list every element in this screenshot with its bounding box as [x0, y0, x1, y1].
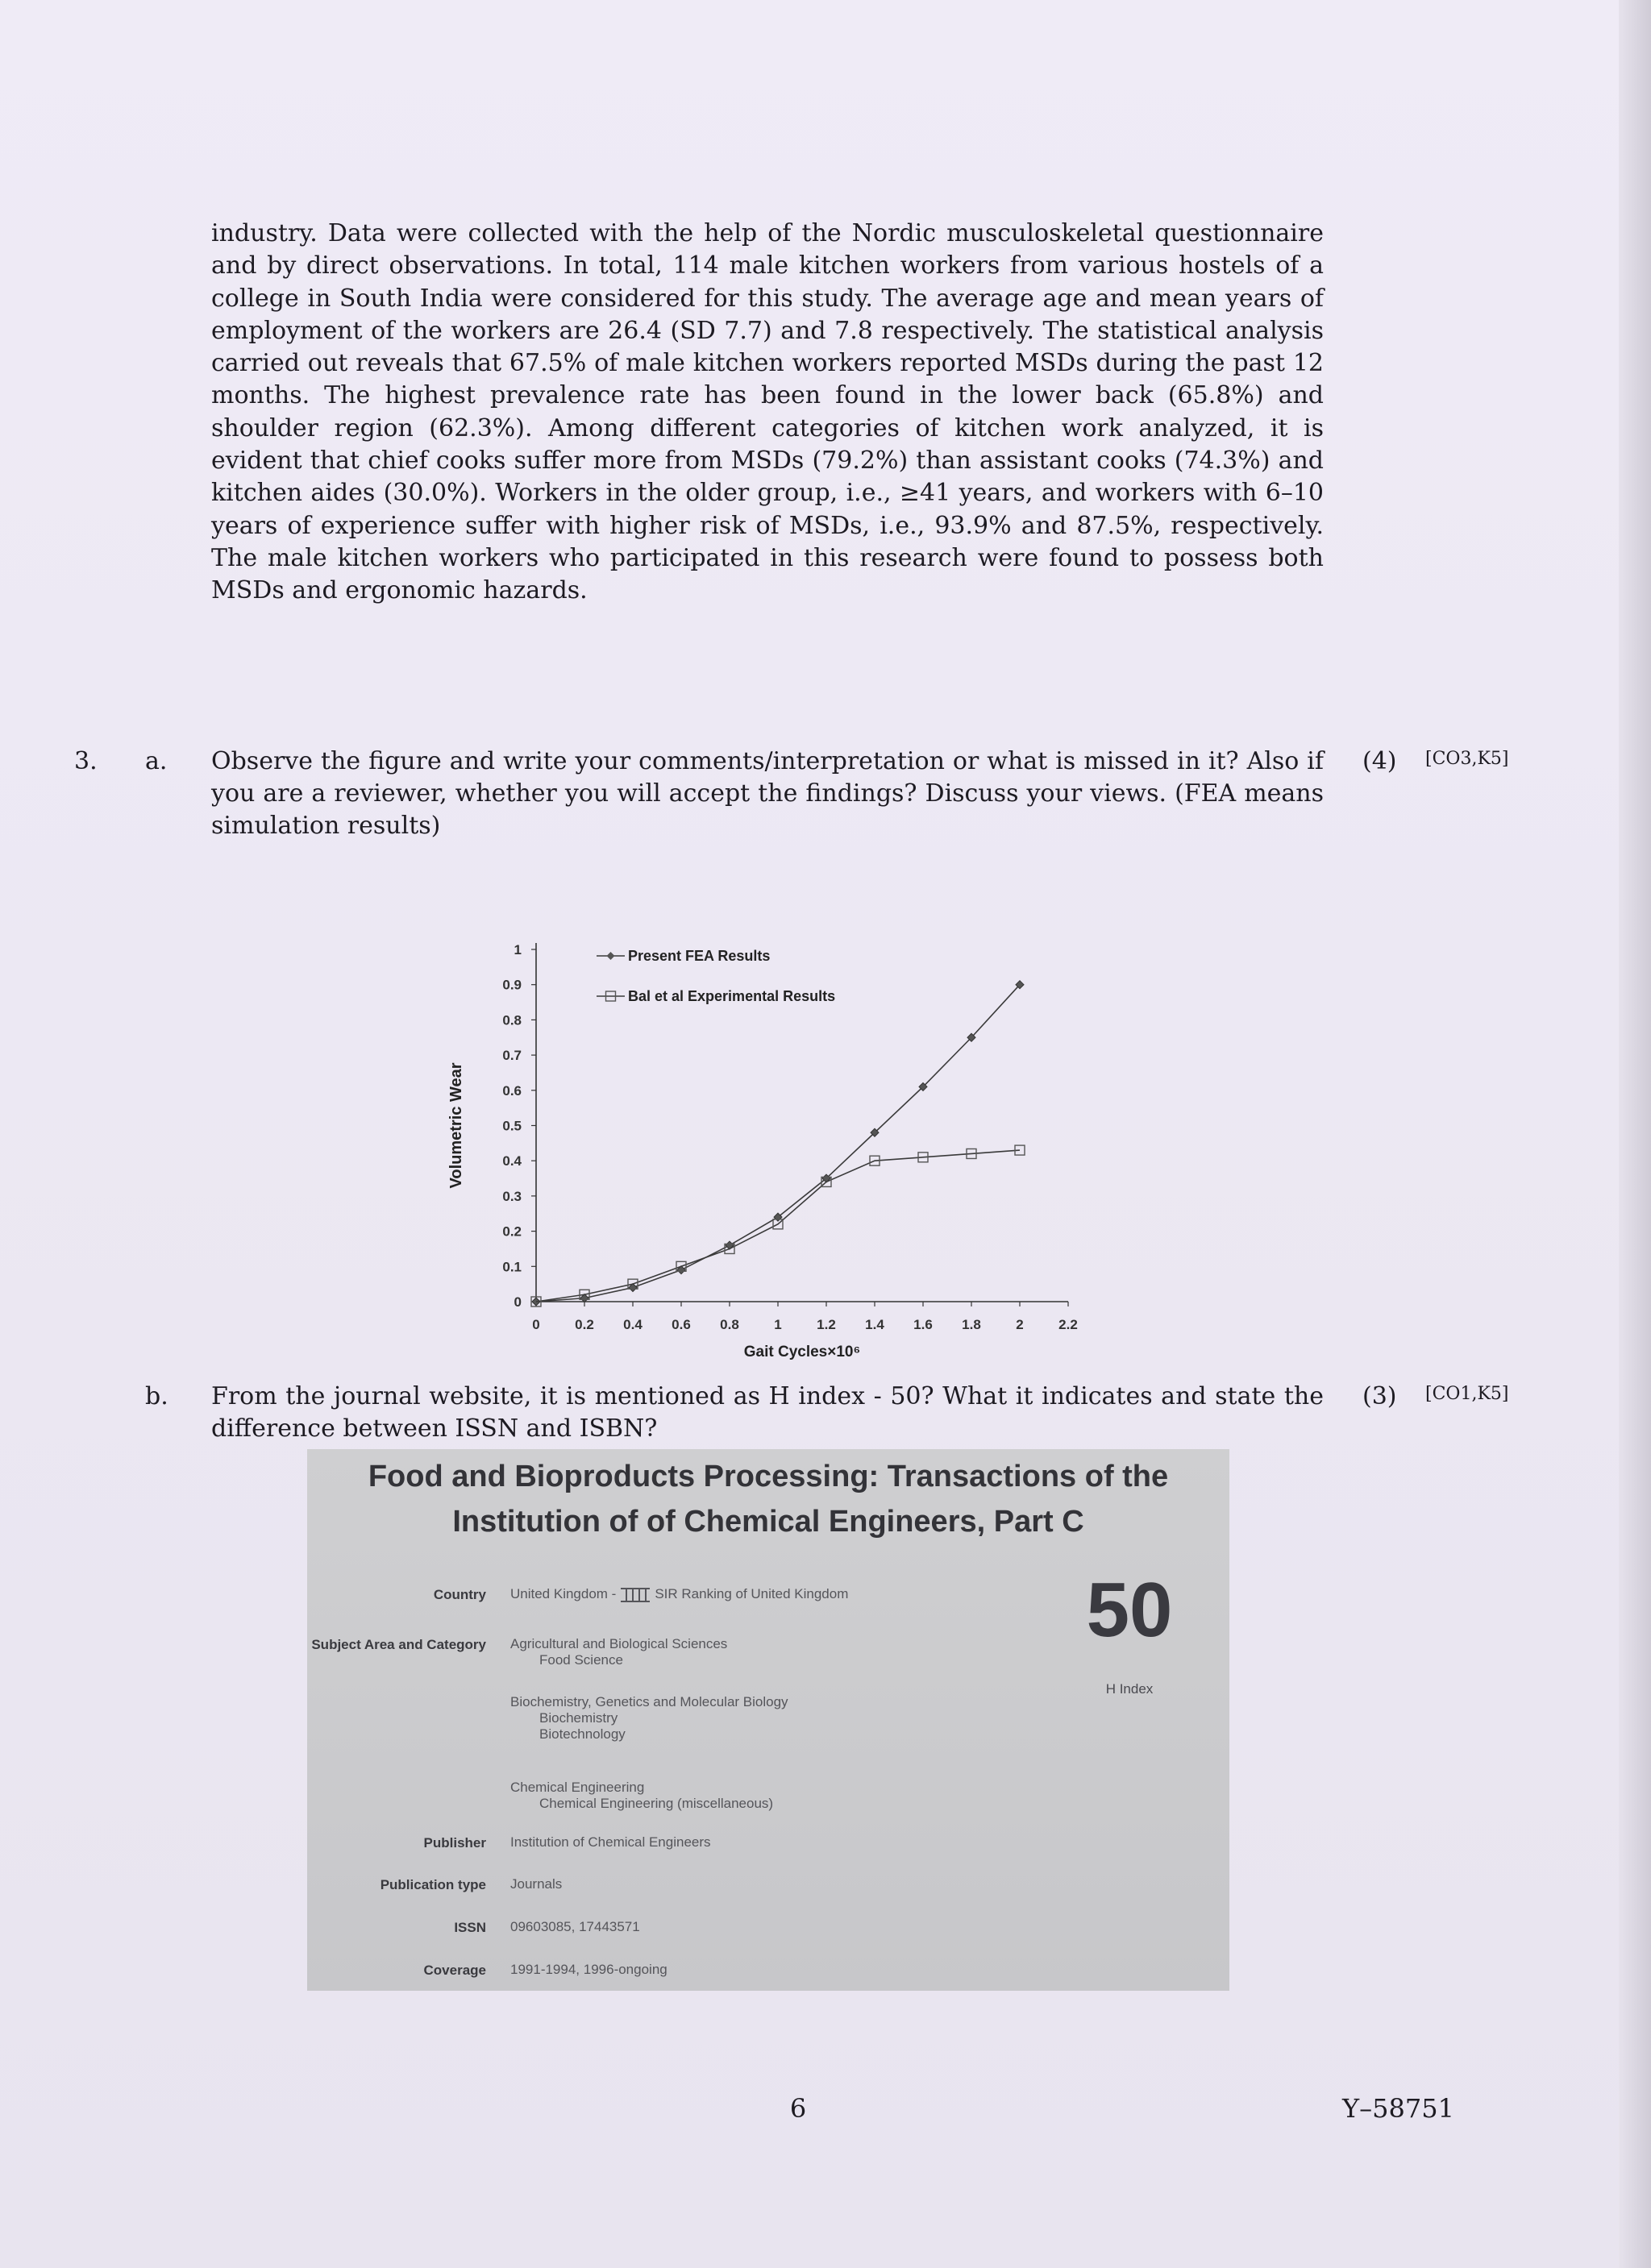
y-tick-label: 0 [514, 1294, 522, 1310]
x-tick-label: 2 [1016, 1317, 1024, 1332]
x-tick-label: 0.4 [623, 1317, 643, 1332]
publisher-value: Institution of Chemical Engineers [510, 1834, 711, 1850]
publication-type-label: Publication type [380, 1877, 486, 1892]
h-index-value: 50 [1086, 1567, 1173, 1653]
y-tick-label: 0.8 [502, 1012, 522, 1028]
legend-label: Present FEA Results [628, 948, 771, 964]
subject-area[interactable]: Chemical Engineering [510, 1780, 645, 1795]
x-tick-label: 1.2 [817, 1317, 836, 1332]
y-tick-label: 0.6 [502, 1082, 522, 1099]
y-tick-label: 0.2 [502, 1223, 522, 1240]
country-name: United Kingdom - [510, 1586, 617, 1601]
y-tick-label: 0.5 [502, 1118, 522, 1134]
x-tick-label: 0.6 [672, 1317, 691, 1332]
subject-group [510, 1694, 788, 1743]
issn-label: ISSN [454, 1920, 486, 1935]
y-tick-label: 0.7 [502, 1048, 522, 1064]
subject-category[interactable]: Biochemistry [539, 1710, 618, 1726]
paper-code: Y–58751 [1342, 2093, 1454, 2124]
issn-value: 09603085, 17443571 [510, 1919, 640, 1934]
h-index-label: H Index [1105, 1681, 1154, 1697]
question-b-marks: (3) [1362, 1382, 1397, 1410]
y-tick-label: 1 [514, 942, 522, 957]
page-number: 6 [789, 2093, 807, 2124]
question-b-label: b. [145, 1382, 168, 1410]
x-tick-label: 1 [774, 1317, 782, 1332]
question-b-text: From the journal website, it is mentioned as H index - 50? What it indicates and state the difference between ISSN and ISBN? [211, 1382, 1324, 1443]
question-a-text: Observe the figure and write your comments/interpretation or what is missed in it? Also if you are a reviewer, whether you will accept the findings? Discuss your views. (FEA means simulation results) [211, 747, 1324, 840]
fea-series-line [536, 985, 1020, 1302]
question-a-marks: (4) [1362, 747, 1397, 775]
journal-info-panel [307, 1449, 1229, 1991]
paragraph-text: industry. Data were collected with the help of the Nordic musculoskeletal questionnaire and by direct observations. In total, 114 male kitchen workers from various hostels of a college in South India were considered for this study. The average age and mean years of employment of the workers are 26.4 (SD 7.7) and 7.8 respectively. The statistical analysis carried out reveals that 67.5% of male kitchen workers reported MSDs during the past 12 months. The highest prevalence rate has been found in the lower back (65.8%) and shoulder region (62.3%). Among different categories of kitchen work analyzed, it is evident that chief cooks suffer more from MSDs (79.2%) than assistant cooks (74.3%) and kitchen aides (30.0%). Workers in the older group, i.e., ≥41 years, and workers with 6–10 years of experience suffer with higher risk of MSDs, i.e., 93.9% and 87.5%, respectively. The male kitchen workers who participated in this research were found to possess both MSDs and ergonomic hazards. [211, 219, 1324, 605]
question-a-outcome-tag: [CO3,K5] [1425, 749, 1509, 769]
legend-label: Bal et al Experimental Results [628, 988, 836, 1004]
legend-diamond-marker [607, 952, 615, 960]
chart-series [531, 981, 1025, 1306]
subject-category[interactable]: Food Science [539, 1652, 623, 1668]
publication-type-value: Journals [510, 1876, 563, 1892]
wear-line-chart [419, 919, 1112, 1378]
subject-group [510, 1780, 773, 1812]
question-b-outcome-tag: [CO1,K5] [1425, 1384, 1509, 1404]
coverage-value: 1991-1994, 1996-ongoing [510, 1962, 667, 1977]
x-tick-label: 0.8 [720, 1317, 739, 1332]
question-number: 3. [74, 747, 98, 775]
y-tick-label: 0.4 [502, 1153, 522, 1169]
x-axis-label: Gait Cycles×10⁶ [743, 1344, 861, 1360]
subject-label: Subject Area and Category [311, 1637, 486, 1652]
y-tick-label: 0.3 [502, 1188, 522, 1204]
country-rank-link[interactable]: SIR Ranking of United Kingdom [655, 1586, 849, 1601]
subject-category[interactable]: Chemical Engineering (miscellaneous) [539, 1796, 774, 1811]
uk-flag-icon [621, 1588, 650, 1602]
subject-category[interactable]: Biotechnology [539, 1726, 626, 1742]
coverage-label: Coverage [423, 1963, 486, 1978]
question-a-label: a. [145, 747, 168, 775]
x-tick-label: 2.2 [1058, 1317, 1078, 1332]
x-tick-label: 1.8 [962, 1317, 981, 1332]
x-tick-label: 1.4 [865, 1317, 884, 1332]
publisher-label: Publisher [423, 1835, 486, 1851]
y-tick-label: 0.1 [502, 1259, 522, 1275]
y-tick-label: 0.9 [502, 977, 522, 993]
subject-area[interactable]: Biochemistry, Genetics and Molecular Biology [510, 1694, 788, 1709]
country-label: Country [433, 1587, 486, 1602]
chart-legend [597, 948, 835, 1004]
x-tick-label: 1.6 [913, 1317, 933, 1332]
page-edge-shadow [1619, 0, 1651, 2268]
x-tick-label: 0 [532, 1317, 540, 1332]
subject-group [510, 1636, 727, 1668]
y-axis-label: Volumetric Wear [447, 1062, 465, 1189]
country-value [510, 1586, 962, 1602]
case-study-paragraph [211, 218, 1324, 608]
experimental-series-line [536, 1150, 1020, 1302]
x-tick-label: 0.2 [575, 1317, 594, 1332]
subject-area[interactable]: Agricultural and Biological Sciences [510, 1636, 728, 1651]
journal-title: Food and Bioproducts Processing: Transactions of the Institution of of Chemical Engineers, Part C [368, 1460, 1169, 1539]
